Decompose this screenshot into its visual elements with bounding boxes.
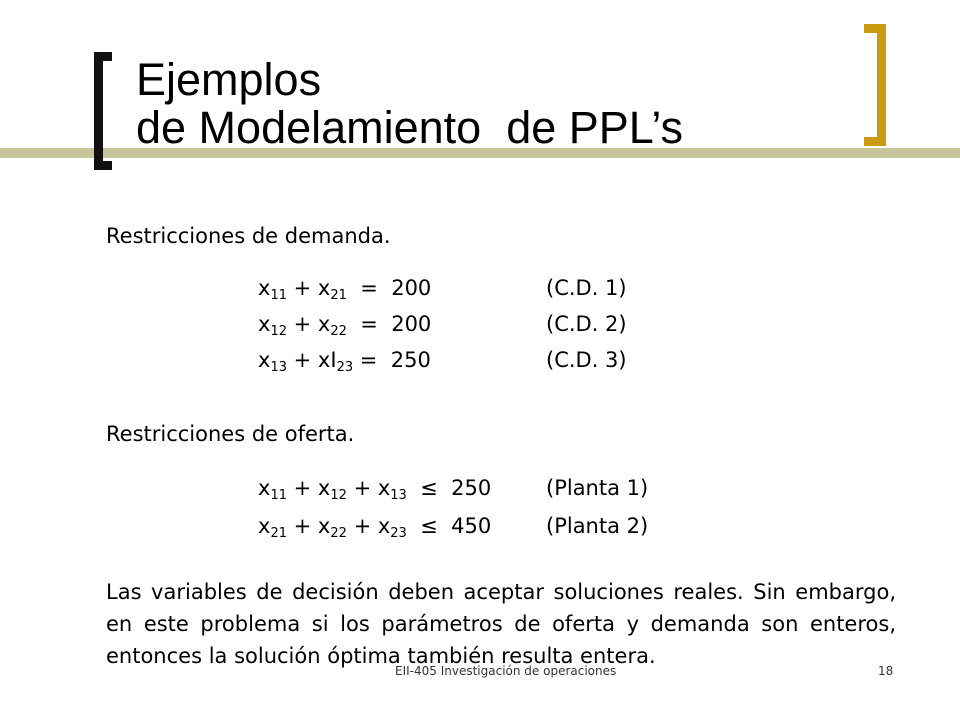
demand-constraint-1-lhs: $x_{11} + x_{21} = 200$: [258, 276, 432, 303]
supply-constraint-2: [258, 514, 818, 544]
demand-constraint-2-lhs: $x_{12} + x_{22} = 200$: [258, 312, 432, 339]
demand-heading: Restricciones de demanda.: [106, 224, 391, 248]
supply-constraint-2-label: (Planta 2): [546, 514, 649, 538]
demand-constraint-3-lhs: $x_{13} + xI_{23} = 250$: [258, 348, 431, 375]
supply-heading: Restricciones de oferta.: [106, 422, 355, 446]
page-number: 18: [878, 664, 894, 678]
supply-constraint-2-lhs: $x_{21} + x_{22} + x_{23} \le 450$: [258, 514, 492, 541]
explanation-paragraph: Las variables de decisión deben aceptar soluciones reales. Sin embargo, en este problema si los parámetros de oferta y demanda son enteros, entonces la solución óptima también resulta entera.: [106, 580, 896, 668]
demand-constraint-3-label: (C.D. 3): [546, 348, 627, 372]
demand-constraint-3: [258, 348, 818, 378]
left-bracket-decoration: [94, 52, 112, 170]
demand-constraint-2: [258, 312, 818, 342]
supply-constraint-1: [258, 476, 818, 506]
supply-constraint-1-label: (Planta 1): [546, 476, 649, 500]
demand-constraint-1: [258, 276, 818, 306]
footer-course: EII-405 Investigación de operaciones: [395, 664, 617, 678]
right-bracket-decoration: [864, 24, 886, 146]
supply-constraint-1-lhs: $x_{11} + x_{12} + x_{13} \le 250$: [258, 476, 492, 503]
title-line-2: de Modelamiento de PPL’s: [136, 102, 684, 153]
slide-title: [136, 56, 683, 152]
demand-constraint-1-label: (C.D. 1): [546, 276, 627, 300]
demand-constraint-2-label: (C.D. 2): [546, 312, 627, 336]
title-line-1: Ejemplos: [136, 54, 322, 105]
